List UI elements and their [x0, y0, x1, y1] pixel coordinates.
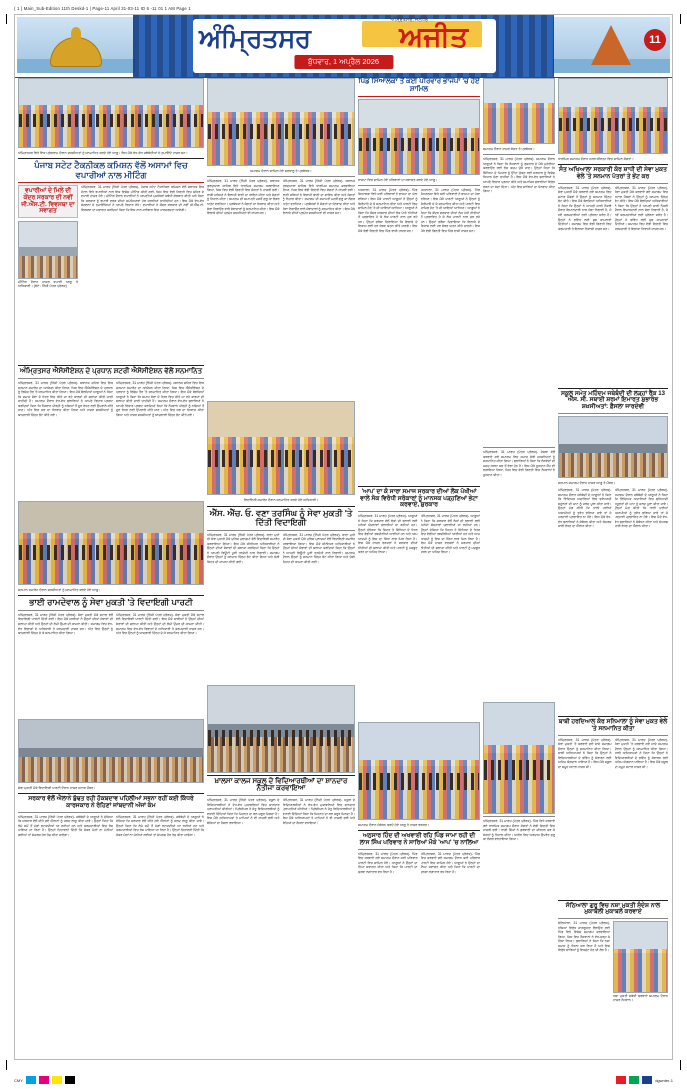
caption-left-3: ਸਨਮਾਨ ਸਮਾਰੋਹ ਦੌਰਾਨ ਸ਼ਖ਼ਸੀਅਤਾਂ ਨੂੰ ਸਨਮਾਨਿਤ ਕਰਦੇ ਹੋਏ ਆਗੂ। [18, 588, 101, 593]
photo-midright-1 [483, 78, 555, 144]
article-right-1: ਅੰਮ੍ਰਿਤਸਰ, 31 ਮਾਰਚ (ਪੱਤਰ ਪ੍ਰੇਰਕ)- ਸੇਵਾ ਮੁਕਤੀ ਮੌਕੇ ਕਰਵਾਏ ਗਏ ਸਮਾਗਮ ਵਿਚ ਸਟਾਫ਼ ਮੈਂਬਰਾਂ ਨੇ ਉਨ੍ਹਾਂ ਨੂੰ ਸਨਮਾਨ ਚਿੰਨ੍ਹ ਭੇਟ ਕੀਤੇ। ਇਸ ਮੌਕੇ ਬੋਲਦਿਆਂ ਅਧਿਕਾਰੀਆਂ ਨੇ ਕਿਹਾ ਕਿ ਉਨ੍ਹਾਂ ਨੇ ਆਪਣੀ ਸਾਰੀ ਨੌਕਰੀ ਦੌਰਾਨ ਇਮਾਨਦਾਰੀ ਨਾਲ ਸੇਵਾ ਨਿਭਾਈ ਹੈ, ਜੋ ਨਵੇਂ ਕਰਮਚਾਰੀਆਂ ਲਈ ਪ੍ਰੇਰਨਾ ਸਰੋਤ ਹੈ। ਉਨ੍ਹਾਂ ਨੇ ਭਵਿੱਖ ਲਈ ਸ਼ੁਭ ਕਾਮਨਾਵਾਂ ਦਿੱਤੀਆਂ। ਸਮਾਗਮ ਵਿਚ ਵੱਡੀ ਗਿਣਤੀ ਵਿਚ ਕਰਮਚਾਰੀ ਤੇ ਇਲਾਕਾ ਨਿਵਾਸੀ ਹਾਜ਼ਰ ਸਨ। [558, 185, 612, 231]
photo-left-1 [18, 78, 204, 148]
article-right-2-cont: ਅੰਮ੍ਰਿਤਸਰ, 31 ਮਾਰਚ (ਪੱਤਰ ਪ੍ਰੇਰਕ)- ਸਮਾਗਮ ਦੌਰਾਨ ਜਥੇਬੰਦੀ ਦੇ ਆਗੂਆਂ ਨੇ ਕਿਹਾ ਕਿ ਵਿੱਦਿਅਕ ਅਦਾਰਿਆਂ ਵਿਚ ਬੁਨਿਆਦੀ ਸਹੂਲਤਾਂ ਦੀ ਘਾਟ ਨੂੰ ਜਲਦ ਪੂਰਾ ਕੀਤਾ ਜਾਵੇ। ਉਨ੍ਹਾਂ ਮੰਗ ਕੀਤੀ ਕਿ ਖਾਲੀ ਪਈਆਂ ਅਸਾਮੀਆਂ ਨੂੰ ਤੁਰੰਤ ਭਰਿਆ ਜਾਵੇ ਤਾਂ ਜੋ ਪੜ੍ਹਾਈ ਪ੍ਰਭਾਵਿਤ ਨਾ ਹੋਵੇ। ਇਸ ਮੌਕੇ ਵੱਖ-ਵੱਖ ਬੁਲਾਰਿਆਂ ਨੇ ਸੰਬੋਧਨ ਕੀਤਾ ਅਤੇ ਸੰਘਰਸ਼ ਜਾਰੀ ਰੱਖਣ ਦਾ ਐਲਾਨ ਕੀਤਾ। [614, 488, 668, 529]
article-mid-1-cont: ਅਜਨਾਲਾ, 31 ਮਾਰਚ (ਪੱਤਰ ਪ੍ਰੇਰਕ)- ਪਿੰਡ ਸਿਆਲਕਾ ਵਿਖੇ ਕਈ ਪਰਿਵਾਰਾਂ ਨੇ ਭਾਜਪਾ ਦਾ ਪੱਲਾ ਫੜਿਆ। ਇਸ ਮੌਕੇ ਪਾਰਟੀ ਆਗੂਆਂ ਨੇ ਉਨ੍ਹਾਂ ਨੂੰ ਸਿਰੋਪਾਓ ਦੇ ਕੇ ਸਨਮਾਨਿਤ ਕੀਤਾ ਅਤੇ ਪਾਰਟੀ ਵਿਚ ਸ਼ਾਮਿਲ ਹੋਣ 'ਤੇ ਜੀ ਆਇਆਂ ਆਖਿਆ। ਆਗੂਆਂ ਨੇ ਕਿਹਾ ਕਿ ਕੇਂਦਰ ਸਰਕਾਰ ਦੀਆਂ ਲੋਕ ਪੱਖੀ ਨੀਤੀਆਂ ਤੋਂ ਪ੍ਰਭਾਵਿਤ ਹੋ ਕੇ ਲੋਕ ਪਾਰਟੀ ਨਾਲ ਜੁੜ ਰਹੇ ਹਨ। ਉਨ੍ਹਾਂ ਭਰੋਸਾ ਦਿਵਾਇਆ ਕਿ ਇਲਾਕੇ ਦੇ ਵਿਕਾਸ ਲਈ ਹਰ ਸੰਭਵ ਯਤਨ ਕੀਤੇ ਜਾਣਗੇ। ਇਸ ਮੌਕੇ ਵੱਡੀ ਗਿਣਤੀ ਵਿਚ ਪਿੰਡ ਵਾਸੀ ਹਾਜ਼ਰ ਸਨ। [420, 187, 480, 233]
caption-right-3: ਨਸ਼ਾ ਮੁਕਤੀ ਸਬੰਧੀ ਕਰਵਾਏ ਸਮਾਗਮ ਦੌਰਾਨ ਹਾਜ਼ਰ ਨੌਜਵਾਨ। [613, 993, 668, 1003]
article-midright-top: ਅੰਮ੍ਰਿਤਸਰ, 31 ਮਾਰਚ (ਪੱਤਰ ਪ੍ਰੇਰਕ)- ਸਮਾਗਮ ਦੌਰਾਨ ਆਗੂਆਂ ਨੇ ਕਿਹਾ ਕਿ ਨੌਜਵਾਨਾਂ ਨੂੰ ਰੁਜ਼ਗਾਰ ਦੇ ਮੌਕੇ ਮੁਹੱਈਆ ਕਰਵਾਉਣ ਲਈ ਠੋਸ ਕਦਮ ਚੁੱਕੇ ਜਾਣ। ਉਨ੍ਹਾਂ ਕਿਹਾ ਕਿ ਸਿੱਖਿਆ ਦੇ ਮਿਆਰ ਨੂੰ ਉੱਚਾ ਚੁੱਕਣ ਲਈ ਸਰਕਾਰ ਨੂੰ ਵਿਸ਼ੇਸ਼ ਧਿਆਨ ਦੇਣਾ ਚਾਹੀਦਾ ਹੈ। ਇਸ ਮੌਕੇ ਵੱਖ-ਵੱਖ ਬੁਲਾਰਿਆਂ ਨੇ ਆਪਣੇ ਵਿਚਾਰ ਪ੍ਰਗਟ ਕੀਤੇ ਅਤੇ ਸਮਾਜਿਕ ਬੁਰਾਈਆਂ ਵਿਰੁੱਧ ਲੜਨ ਦਾ ਸੱਦਾ ਦਿੱਤਾ। ਅੰਤ ਵਿਚ ਸਾਰਿਆਂ ਦਾ ਧੰਨਵਾਦ ਕੀਤਾ ਗਿਆ। [483, 157, 555, 194]
column-mid [358, 78, 480, 972]
divider [483, 154, 555, 155]
divider [558, 388, 668, 389]
caption-midleft-1: ਸਮਾਗਮ ਦੌਰਾਨ ਸ਼ਾਮਿਲ ਹੋਏ ਸ਼ਰਧਾਲੂ ਤੇ ਪ੍ਰਬੰਧਕ। [250, 169, 312, 173]
swatch-cyan [26, 1076, 36, 1084]
divider [18, 182, 204, 183]
article-left-3-body: ਅੰਮ੍ਰਿਤਸਰ, 31 ਮਾਰਚ (ਨਿੱਜੀ ਪੱਤਰ ਪ੍ਰੇਰਕ)- ਸੇਵਾ ਮੁਕਤੀ ਮੌਕੇ ਸਟਾਫ਼ ਵੱਲੋਂ ਵਿਦਾਇਗੀ ਪਾਰਟੀ ਦਿੱਤੀ ਗਈ। ਇਸ ਮੌਕੇ ਸਾਥੀਆਂ ਨੇ ਉਨ੍ਹਾਂ ਦੀਆਂ ਸੇਵਾਵਾਂ ਦੀ ਸ਼ਲਾਘਾ ਕੀਤੀ ਅਤੇ ਉਨ੍ਹਾਂ ਦੀ ਲੰਮੀ ਉਮਰ ਦੀ ਕਾਮਨਾ ਕੀਤੀ। ਸਮਾਗਮ ਵਿਚ ਵੱਖ-ਵੱਖ ਵਿਭਾਗਾਂ ਦੇ ਅਧਿਕਾਰੀ ਤੇ ਕਰਮਚਾਰੀ ਹਾਜ਼ਰ ਸਨ। ਅੰਤ ਵਿਚ ਉਨ੍ਹਾਂ ਨੂੰ ਯਾਦਗਾਰੀ ਚਿੰਨ੍ਹ ਦੇ ਕੇ ਸਨਮਾਨਿਤ ਕੀਤਾ ਗਿਆ। [18, 612, 113, 636]
caption-midleft-2: ਵਿਦਾਇਗੀ ਸਮਾਰੋਹ ਦੌਰਾਨ ਸਨਮਾਨਿਤ ਕਰਦੇ ਹੋਏ ਅਧਿਕਾਰੀ। [243, 498, 319, 503]
print-header-line: ( 1 ) Main_Sub-Edition 11th Deskd-1 | Page-11 April 31-03-11 ID 6 -11 01 1 AM Page 1 [14, 6, 191, 11]
divider [207, 775, 355, 776]
divider [358, 486, 480, 487]
headline-right-3: ਬਾਬੀ ਹਰਦਿਆਲ ਕੋਰ ਸਨਿਮਾਲਾ ਨੂੰ ਸੇਵਾ ਮੁਕਤ ਵੇਲੇ 'ਤੇ ਸਨਮਾਨਿਤ ਕੀਤਾ [558, 719, 668, 732]
photo-left-3 [18, 501, 204, 585]
article-right-2: ਅੰਮ੍ਰਿਤਸਰ, 31 ਮਾਰਚ (ਪੱਤਰ ਪ੍ਰੇਰਕ)- ਸਮਾਗਮ ਦੌਰਾਨ ਜਥੇਬੰਦੀ ਦੇ ਆਗੂਆਂ ਨੇ ਕਿਹਾ ਕਿ ਵਿੱਦਿਅਕ ਅਦਾਰਿਆਂ ਵਿਚ ਬੁਨਿਆਦੀ ਸਹੂਲਤਾਂ ਦੀ ਘਾਟ ਨੂੰ ਜਲਦ ਪੂਰਾ ਕੀਤਾ ਜਾਵੇ। ਉਨ੍ਹਾਂ ਮੰਗ ਕੀਤੀ ਕਿ ਖਾਲੀ ਪਈਆਂ ਅਸਾਮੀਆਂ ਨੂੰ ਤੁਰੰਤ ਭਰਿਆ ਜਾਵੇ ਤਾਂ ਜੋ ਪੜ੍ਹਾਈ ਪ੍ਰਭਾਵਿਤ ਨਾ ਹੋਵੇ। ਇਸ ਮੌਕੇ ਵੱਖ-ਵੱਖ ਬੁਲਾਰਿਆਂ ਨੇ ਸੰਬੋਧਨ ਕੀਤਾ ਅਤੇ ਸੰਘਰਸ਼ ਜਾਰੀ ਰੱਖਣ ਦਾ ਐਲਾਨ ਕੀਤਾ। [558, 488, 612, 529]
color-bar-left-label: CMY [14, 1077, 23, 1083]
article-midright-low: ਅੰਮ੍ਰਿਤਸਰ, 31 ਮਾਰਚ (ਪੱਤਰ ਪ੍ਰੇਰਕ)- ਪਿੰਡ ਵਿਖੇ ਕਰਵਾਏ ਗਏ ਧਾਰਮਿਕ ਸਮਾਗਮ ਦੌਰਾਨ ਸੰਗਤਾਂ ਨੇ ਵੱਡੀ ਗਿਣਤੀ ਵਿਚ ਹਾਜ਼ਰੀ ਭਰੀ। ਰਾਗੀ ਸਿੰਘਾਂ ਨੇ ਗੁਰਬਾਣੀ ਦਾ ਕੀਰਤਨ ਕਰ ਕੇ ਸੰਗਤਾਂ ਨੂੰ ਨਿਹਾਲ ਕੀਤਾ। ਅਖੀਰ ਵਿਚ ਅਰਦਾਸ ਉਪਰੰਤ ਗੁਰੂ ਕਾ ਲੰਗਰ ਵਰਤਾਇਆ ਗਿਆ। [483, 819, 555, 842]
photo-midright-2 [483, 702, 555, 814]
headline-right-2: ਸਕੂਲ ਸਮੇਤ ਮਹਿੰਦਮ ਜਥੇਬੰਦੀ ਦੀ ਲੜ੍ਹਾਂ ਰੈਂਕ 13 ਐੱਸ. ਸੀ. ਸਥਾਈ ਸ਼ਰਮਾਂ ਇਮਾਰਤ ਸ਼ੁਭਾਰੰਭ ਸ਼ਖ਼ਸੀਅਤਾਂ: ਫ਼ੈਸਲਾ ਜਾਰਦੇਵੀ [561, 390, 665, 411]
caption-right-1: ਧਾਰਮਿਕ ਸਮਾਗਮ ਦੌਰਾਨ ਨਗਰ ਕੀਰਤਨ ਵਿਚ ਸ਼ਾਮਿਲ ਸੰਗਤਾਂ। [558, 157, 634, 161]
swatch-red [616, 1076, 626, 1084]
divider [558, 413, 668, 414]
photo-midleft-3 [207, 685, 355, 773]
article-right-3-cont: ਅੰਮ੍ਰਿਤਸਰ, 31 ਮਾਰਚ (ਪੱਤਰ ਪ੍ਰੇਰਕ)- ਸੇਵਾ ਮੁਕਤੀ 'ਤੇ ਕਰਵਾਏ ਗਏ ਸਾਦੇ ਸਮਾਗਮ ਦੌਰਾਨ ਉਨ੍ਹਾਂ ਨੂੰ ਸਨਮਾਨਿਤ ਕੀਤਾ ਗਿਆ। ਸਾਥੀ ਅਧਿਆਪਕਾਂ ਨੇ ਕਿਹਾ ਕਿ ਉਨ੍ਹਾਂ ਨੇ ਵਿਦਿਆਰਥੀਆਂ ਦੇ ਭਵਿੱਖ ਨੂੰ ਸੰਵਾਰਨ ਲਈ ਅਹਿਮ ਯੋਗਦਾਨ ਪਾਇਆ ਹੈ। ਇਸ ਮੌਕੇ ਸਕੂਲ ਦਾ ਸਮੂਹ ਸਟਾਫ਼ ਹਾਜ਼ਰ ਸੀ। [614, 737, 668, 769]
color-bar-right-label: dgwnter-1 [655, 1077, 673, 1083]
article-midleft-a-cont: ਅੰਮ੍ਰਿਤਸਰ, 31 ਮਾਰਚ (ਨਿੱਜੀ ਪੱਤਰ ਪ੍ਰੇਰਕ)- ਸਥਾਨਕ ਗੁਰਦੁਆਰਾ ਸਾਹਿਬ ਵਿਖੇ ਧਾਰਮਿਕ ਸਮਾਗਮ ਕਰਵਾਇਆ ਗਿਆ, ਜਿਸ ਵਿਚ ਵੱਡੀ ਗਿਣਤੀ ਵਿਚ ਸੰਗਤਾਂ ਨੇ ਹਾਜ਼ਰੀ ਭਰੀ। ਰਾਗੀ ਜਥਿਆਂ ਨੇ ਇਲਾਹੀ ਬਾਣੀ ਦਾ ਗਾਇਨ ਕੀਤਾ ਅਤੇ ਸੰਗਤਾਂ ਨੂੰ ਨਿਹਾਲ ਕੀਤਾ। ਸਮਾਗਮ ਦੀ ਸਮਾਪਤੀ ਮਗਰੋਂ ਗੁਰੂ ਕਾ ਲੰਗਰ ਅਤੁੱਟ ਵਰਤਿਆ। ਪ੍ਰਬੰਧਕਾਂ ਨੇ ਸੰਗਤਾਂ ਦਾ ਧੰਨਵਾਦ ਕੀਤਾ ਅਤੇ ਸੇਵਾ ਨਿਭਾਉਣ ਵਾਲੇ ਸੇਵਾਦਾਰਾਂ ਨੂੰ ਸਨਮਾਨਿਤ ਕੀਤਾ। ਇਸ ਮੌਕੇ ਇਲਾਕੇ ਦੀਆਂ ਪ੍ਰਮੁੱਖ ਸ਼ਖ਼ਸੀਅਤਾਂ ਵੀ ਹਾਜ਼ਰ ਸਨ। [282, 179, 355, 216]
divider [358, 96, 480, 97]
article-left-2-body-cont: ਅੰਮ੍ਰਿਤਸਰ, 31 ਮਾਰਚ (ਨਿੱਜੀ ਪੱਤਰ ਪ੍ਰੇਰਕ)- ਸਥਾਨਕ ਸ਼ਹਿਰ ਵਿਚ ਇਕ ਸਨਮਾਨ ਸਮਾਰੋਹ ਦਾ ਆਯੋਜਨ ਕੀਤਾ ਗਿਆ, ਜਿਸ ਵਿਚ ਐਸੋਸੀਏਸ਼ਨ ਦੇ ਪ੍ਰਧਾਨ ਨੂੰ ਵਿਸ਼ੇਸ਼ ਤੌਰ 'ਤੇ ਸਨਮਾਨਿਤ ਕੀਤਾ ਗਿਆ। ਇਸ ਮੌਕੇ ਬੋਲਦਿਆਂ ਆਗੂਆਂ ਨੇ ਕਿਹਾ ਕਿ ਸਮਾਜ ਸੇਵਾ ਦੇ ਖੇਤਰ ਵਿਚ ਕੀਤੇ ਜਾ ਰਹੇ ਕਾਰਜਾਂ ਦੀ ਸ਼ਲਾਘਾ ਕੀਤੀ ਜਾਣੀ ਚਾਹੀਦੀ ਹੈ। ਸਮਾਗਮ ਦੌਰਾਨ ਵੱਖ-ਵੱਖ ਬੁਲਾਰਿਆਂ ਨੇ ਆਪਣੇ ਵਿਚਾਰ ਪ੍ਰਗਟ ਕਰਦਿਆਂ ਕਿਹਾ ਕਿ ਨੌਜਵਾਨ ਪੀੜ੍ਹੀ ਨੂੰ ਨਸ਼ਿਆਂ ਤੋਂ ਦੂਰ ਰੱਖਣ ਲਈ ਉਪਰਾਲੇ ਕੀਤੇ ਜਾਣ। ਅੰਤ ਵਿਚ ਸਭ ਦਾ ਧੰਨਵਾਦ ਕੀਤਾ ਗਿਆ ਅਤੇ ਹਾਜ਼ਰ ਸ਼ਖ਼ਸੀਅਤਾਂ ਨੂੰ ਯਾਦਗਾਰੀ ਚਿੰਨ੍ਹ ਭੇਟ ਕੀਤੇ ਗਏ। [116, 381, 204, 417]
photo-midleft-1 [207, 78, 355, 166]
caption-left-4: ਸੇਵਾ ਮੁਕਤੀ ਮੌਕੇ ਵਿਦਾਇਗੀ ਪਾਰਟੀ ਦੌਰਾਨ ਹਾਜ਼ਰ ਸਟਾਫ਼ ਮੈਂਬਰ। [18, 785, 96, 790]
headline-midleft-a: ਐੱਸ. ਐੱਚ. ਓ. ਵਣਾ ਤਰਸਿੰਘ ਨੂੰ ਸੇਵਾ ਮੁਕਤੀ 'ਤੇ ਦਿੱਤੀ ਵਿਦਾਇਗੀ [209, 507, 353, 528]
article-left-1-body: ਅੰਮ੍ਰਿਤਸਰ, 31 ਮਾਰਚ (ਨਿੱਜੀ ਪੱਤਰ ਪ੍ਰੇਰਕ)- ਪੰਜਾਬ ਸਟੇਟ ਟੈਕਨੀਕਲ ਕਮਿਸ਼ਨ ਵੱਲੋਂ ਸਥਾਨਕ ਇਕ ਹੋਟਲ ਵਿਖੇ ਵਪਾਰੀਆਂ ਨਾਲ ਇਕ ਵਿਸ਼ੇਸ਼ ਮੀਟਿੰਗ ਕੀਤੀ ਗਈ, ਜਿਸ ਵਿਚ ਵੱਡੀ ਗਿਣਤੀ ਵਿਚ ਸ਼ਹਿਰ ਦੇ ਵਪਾਰੀ ਹਾਜ਼ਰ ਹੋਏ। ਮੀਟਿੰਗ ਦੌਰਾਨ ਵਪਾਰੀਆਂ ਨੇ ਆਪਣੀਆਂ ਮੁਸ਼ਕਿਲਾਂ ਸਬੰਧੀ ਗੱਲਬਾਤ ਕੀਤੀ ਅਤੇ ਕਿਹਾ ਕਿ ਸਰਕਾਰ ਨੂੰ ਵਪਾਰੀ ਵਰਗ ਦੀਆਂ ਸਮੱਸਿਆਵਾਂ ਹੱਲ ਕਰਨੀਆਂ ਚਾਹੀਦੀਆਂ ਹਨ। ਇਸ ਮੌਕੇ ਵੱਖ-ਵੱਖ ਸੰਗਠਨਾਂ ਦੇ ਨੁਮਾਇੰਦਿਆਂ ਨੇ ਆਪਣੇ ਵਿਚਾਰ ਰੱਖੇ। ਵਪਾਰੀਆਂ ਨੇ ਕੇਂਦਰ ਸਰਕਾਰ ਦੀ ਨਵੀਂ ਜੀ.ਐੱਸ.ਟੀ. ਵਿਵਸਥਾ ਦਾ ਸਵਾਗਤ ਕਰਦਿਆਂ ਕਿਹਾ ਕਿ ਇਸ ਨਾਲ ਕਾਰੋਬਾਰ ਵਿਚ ਪਾਰਦਰਸ਼ਤਾ ਆਵੇਗੀ। [81, 185, 204, 213]
headline-left-2: ਅੰਮ੍ਰਿਤਸਰ ਐਸੋਸੀਏਸ਼ਨ ਦੇ ਪ੍ਰਧਾਨ ਸ਼ਟਰੀ ਐਸੋਸੀਏਸ਼ਨ ਵੱਲੋਂ ਸਨਮਾਨਿਤ [19, 368, 203, 376]
divider [207, 506, 355, 507]
article-mid-2: ਅੰਮ੍ਰਿਤਸਰ, 31 ਮਾਰਚ (ਪੱਤਰ ਪ੍ਰੇਰਕ)- ਆਗੂਆਂ ਨੇ ਕਿਹਾ ਕਿ ਸਰਕਾਰ ਵੱਲੋਂ ਲੋਕਾਂ ਦੀ ਭਲਾਈ ਲਈ ਅਨੇਕਾਂ ਯੋਜਨਾਵਾਂ ਚਲਾਈਆਂ ਜਾ ਰਹੀਆਂ ਹਨ। ਉਨ੍ਹਾਂ ਦੱਸਿਆ ਕਿ ਸਿਹਤ ਤੇ ਸਿੱਖਿਆ ਦੇ ਖੇਤਰ ਵਿਚ ਵੱਡੀਆਂ ਤਬਦੀਲੀਆਂ ਆਈਆਂ ਹਨ ਅਤੇ ਆਮ ਆਦਮੀ ਨੂੰ ਇਸ ਦਾ ਸਿੱਧਾ ਲਾਭ ਮਿਲ ਰਿਹਾ ਹੈ। ਇਸ ਮੌਕੇ ਹਾਜ਼ਰ ਵਰਕਰਾਂ ਨੇ ਸਰਕਾਰ ਦੀਆਂ ਨੀਤੀਆਂ ਦੀ ਸ਼ਲਾਘਾ ਕੀਤੀ ਅਤੇ ਪਾਰਟੀ ਨੂੰ ਮਜ਼ਬੂਤ ਕਰਨ ਦਾ ਅਹਿਦ ਲਿਆ। [358, 514, 418, 555]
swatch-magenta [39, 1076, 49, 1084]
divider [207, 795, 355, 796]
masthead-edition-line: ਅੰਮ੍ਰਿਤਸਰ, ਜਲੰਧਰ [390, 17, 428, 23]
article-right-3: ਅੰਮ੍ਰਿਤਸਰ, 31 ਮਾਰਚ (ਪੱਤਰ ਪ੍ਰੇਰਕ)- ਸੇਵਾ ਮੁਕਤੀ 'ਤੇ ਕਰਵਾਏ ਗਏ ਸਾਦੇ ਸਮਾਗਮ ਦੌਰਾਨ ਉਨ੍ਹਾਂ ਨੂੰ ਸਨਮਾਨਿਤ ਕੀਤਾ ਗਿਆ। ਸਾਥੀ ਅਧਿਆਪਕਾਂ ਨੇ ਕਿਹਾ ਕਿ ਉਨ੍ਹਾਂ ਨੇ ਵਿਦਿਆਰਥੀਆਂ ਦੇ ਭਵਿੱਖ ਨੂੰ ਸੰਵਾਰਨ ਲਈ ਅਹਿਮ ਯੋਗਦਾਨ ਪਾਇਆ ਹੈ। ਇਸ ਮੌਕੇ ਸਕੂਲ ਦਾ ਸਮੂਹ ਸਟਾਫ਼ ਹਾਜ਼ਰ ਸੀ। [558, 737, 612, 769]
headline-mid-top: ਪਿੰਡ ਸਿਆਲਕਾ ਤੋਂ ਕਈ ਪਰਿਵਾਰ ਭਾਜਪਾ 'ਚ ਹੋਏ ਸ਼ਾਮਿਲ [358, 78, 480, 93]
article-midleft-a: ਅੰਮ੍ਰਿਤਸਰ, 31 ਮਾਰਚ (ਨਿੱਜੀ ਪੱਤਰ ਪ੍ਰੇਰਕ)- ਸਥਾਨਕ ਗੁਰਦੁਆਰਾ ਸਾਹਿਬ ਵਿਖੇ ਧਾਰਮਿਕ ਸਮਾਗਮ ਕਰਵਾਇਆ ਗਿਆ, ਜਿਸ ਵਿਚ ਵੱਡੀ ਗਿਣਤੀ ਵਿਚ ਸੰਗਤਾਂ ਨੇ ਹਾਜ਼ਰੀ ਭਰੀ। ਰਾਗੀ ਜਥਿਆਂ ਨੇ ਇਲਾਹੀ ਬਾਣੀ ਦਾ ਗਾਇਨ ਕੀਤਾ ਅਤੇ ਸੰਗਤਾਂ ਨੂੰ ਨਿਹਾਲ ਕੀਤਾ। ਸਮਾਗਮ ਦੀ ਸਮਾਪਤੀ ਮਗਰੋਂ ਗੁਰੂ ਕਾ ਲੰਗਰ ਅਤੁੱਟ ਵਰਤਿਆ। ਪ੍ਰਬੰਧਕਾਂ ਨੇ ਸੰਗਤਾਂ ਦਾ ਧੰਨਵਾਦ ਕੀਤਾ ਅਤੇ ਸੇਵਾ ਨਿਭਾਉਣ ਵਾਲੇ ਸੇਵਾਦਾਰਾਂ ਨੂੰ ਸਨਮਾਨਿਤ ਕੀਤਾ। ਇਸ ਮੌਕੇ ਇਲਾਕੇ ਦੀਆਂ ਪ੍ਰਮੁੱਖ ਸ਼ਖ਼ਸੀਅਤਾਂ ਵੀ ਹਾਜ਼ਰ ਸਨ। [207, 179, 280, 216]
page-sheet [14, 14, 673, 1060]
masthead-brand: ਅਜੀਤ [399, 21, 468, 52]
swatch-green [629, 1076, 639, 1084]
subheadline-left: ਵਪਾਰੀਆਂ ਦੇ ਮਿਲੇ ਦੀ ਕੇਂਦਰ ਸਰਕਾਰ ਦੀ ਨਵੀਂ ਜੀ.ਐੱਸ.ਟੀ. ਵਿਵਸਥਾ ਦਾ ਸਵਾਗਤ [21, 188, 75, 215]
article-left-3-body-cont: ਅੰਮ੍ਰਿਤਸਰ, 31 ਮਾਰਚ (ਨਿੱਜੀ ਪੱਤਰ ਪ੍ਰੇਰਕ)- ਸੇਵਾ ਮੁਕਤੀ ਮੌਕੇ ਸਟਾਫ਼ ਵੱਲੋਂ ਵਿਦਾਇਗੀ ਪਾਰਟੀ ਦਿੱਤੀ ਗਈ। ਇਸ ਮੌਕੇ ਸਾਥੀਆਂ ਨੇ ਉਨ੍ਹਾਂ ਦੀਆਂ ਸੇਵਾਵਾਂ ਦੀ ਸ਼ਲਾਘਾ ਕੀਤੀ ਅਤੇ ਉਨ੍ਹਾਂ ਦੀ ਲੰਮੀ ਉਮਰ ਦੀ ਕਾਮਨਾ ਕੀਤੀ। ਸਮਾਗਮ ਵਿਚ ਵੱਖ-ਵੱਖ ਵਿਭਾਗਾਂ ਦੇ ਅਧਿਕਾਰੀ ਤੇ ਕਰਮਚਾਰੀ ਹਾਜ਼ਰ ਸਨ। ਅੰਤ ਵਿਚ ਉਨ੍ਹਾਂ ਨੂੰ ਯਾਦਗਾਰੀ ਚਿੰਨ੍ਹ ਦੇ ਕੇ ਸਨਮਾਨਿਤ ਕੀਤਾ ਗਿਆ। [116, 612, 204, 636]
masthead-title: ਅੰਮ੍ਰਿਤਸਰ [199, 23, 311, 53]
divider [207, 530, 355, 531]
swatch-yellow [52, 1076, 62, 1084]
column-mid-right [483, 78, 555, 1027]
divider [18, 812, 204, 813]
article-mid-2-cont: ਅੰਮ੍ਰਿਤਸਰ, 31 ਮਾਰਚ (ਪੱਤਰ ਪ੍ਰੇਰਕ)- ਆਗੂਆਂ ਨੇ ਕਿਹਾ ਕਿ ਸਰਕਾਰ ਵੱਲੋਂ ਲੋਕਾਂ ਦੀ ਭਲਾਈ ਲਈ ਅਨੇਕਾਂ ਯੋਜਨਾਵਾਂ ਚਲਾਈਆਂ ਜਾ ਰਹੀਆਂ ਹਨ। ਉਨ੍ਹਾਂ ਦੱਸਿਆ ਕਿ ਸਿਹਤ ਤੇ ਸਿੱਖਿਆ ਦੇ ਖੇਤਰ ਵਿਚ ਵੱਡੀਆਂ ਤਬਦੀਲੀਆਂ ਆਈਆਂ ਹਨ ਅਤੇ ਆਮ ਆਦਮੀ ਨੂੰ ਇਸ ਦਾ ਸਿੱਧਾ ਲਾਭ ਮਿਲ ਰਿਹਾ ਹੈ। ਇਸ ਮੌਕੇ ਹਾਜ਼ਰ ਵਰਕਰਾਂ ਨੇ ਸਰਕਾਰ ਦੀਆਂ ਨੀਤੀਆਂ ਦੀ ਸ਼ਲਾਘਾ ਕੀਤੀ ਅਤੇ ਪਾਰਟੀ ਨੂੰ ਮਜ਼ਬੂਤ ਕਰਨ ਦਾ ਅਹਿਦ ਲਿਆ। [420, 514, 480, 555]
article-mid-3: ਅੰਮ੍ਰਿਤਸਰ, 31 ਮਾਰਚ (ਪੱਤਰ ਪ੍ਰੇਰਕ)- ਪਿੰਡ ਵਿਚ ਕਰਵਾਏ ਗਏ ਸਮਾਗਮ ਦੌਰਾਨ ਕਈ ਪਰਿਵਾਰ ਪਾਰਟੀ ਵਿਚ ਸ਼ਾਮਿਲ ਹੋਏ। ਆਗੂਆਂ ਨੇ ਉਨ੍ਹਾਂ ਦਾ ਨਿੱਘਾ ਸਵਾਗਤ ਕੀਤਾ ਅਤੇ ਕਿਹਾ ਕਿ ਪਾਰਟੀ ਦਾ ਕੁਨਬਾ ਲਗਾਤਾਰ ਵਧ ਰਿਹਾ ਹੈ। [358, 851, 418, 874]
article-left-4-body: ਅੰਮ੍ਰਿਤਸਰ, 31 ਮਾਰਚ (ਨਿੱਜੀ ਪੱਤਰ ਪ੍ਰੇਰਕ)- ਜਥੇਬੰਦੀ ਦੇ ਆਗੂਆਂ ਨੇ ਦੱਸਿਆ ਕਿ ਸਰਕਾਰ ਵੱਲੋਂ ਕੀਤੇ ਗਏ ਐਲਾਨਾਂ ਨੂੰ ਜਲਦ ਲਾਗੂ ਕੀਤਾ ਜਾਵੇ। ਉਨ੍ਹਾਂ ਕਿਹਾ ਕਿ ਲੰਮੇ ਸਮੇਂ ਤੋਂ ਮੰਗਾਂ ਲਟਕਦੀਆਂ ਆ ਰਹੀਆਂ ਹਨ ਅਤੇ ਕਰਮਚਾਰੀਆਂ ਵਿਚ ਰੋਸ ਪਾਇਆ ਜਾ ਰਿਹਾ ਹੈ। ਉਨ੍ਹਾਂ ਚਿਤਾਵਨੀ ਦਿੱਤੀ ਕਿ ਜੇਕਰ ਮੰਗਾਂ ਨਾ ਮੰਨੀਆਂ ਗਈਆਂ ਤਾਂ ਸੰਘਰਸ਼ ਹੋਰ ਤੇਜ਼ ਕੀਤਾ ਜਾਵੇਗਾ। [18, 814, 113, 837]
photo-right-3 [613, 921, 668, 993]
caption-right-2: ਸਨਮਾਨ ਸਮਾਗਮ ਦੌਰਾਨ ਹਾਜ਼ਰ ਆਗੂ ਤੇ ਮੈਂਬਰ। [558, 480, 616, 485]
divider [558, 164, 668, 165]
article-right-4: ਸੱਠਿਆਲਾ, 31 ਮਾਰਚ (ਪੱਤਰ ਪ੍ਰੇਰਕ)- ਨਸ਼ਿਆਂ ਵਿਰੁੱਧ ਜਾਗਰੂਕਤਾ ਫੈਲਾਉਣ ਲਈ ਪਿੰਡ ਵਿਖੇ ਵਿਸ਼ੇਸ਼ ਸਮਾਗਮ ਕਰਵਾਇਆ ਗਿਆ, ਜਿਸ ਵਿਚ ਨੌਜਵਾਨਾਂ ਨੇ ਵੱਧ-ਚੜ੍ਹ ਕੇ ਹਿੱਸਾ ਲਿਆ। ਬੁਲਾਰਿਆਂ ਨੇ ਕਿਹਾ ਕਿ ਨਸ਼ਾ ਸਮਾਜ ਨੂੰ ਖੋਖਲਾ ਕਰ ਰਿਹਾ ਹੈ ਅਤੇ ਇਸ ਵਿਰੁੱਧ ਸਾਰਿਆਂ ਨੂੰ ਇਕਜੁੱਟ ਹੋਣ ਦੀ ਲੋੜ ਹੈ। [558, 920, 610, 953]
masthead-date: ਬੁੱਧਵਾਰ, 1 ਅਪ੍ਰੈਲ 2026 [294, 55, 393, 69]
article-midright-mid: ਅੰਮ੍ਰਿਤਸਰ, 31 ਮਾਰਚ (ਪੱਤਰ ਪ੍ਰੇਰਕ)- ਸੰਸਥਾ ਵੱਲੋਂ ਕਰਵਾਏ ਗਏ ਸਮਾਗਮ ਵਿਚ ਸਮਾਜ ਸੇਵੀ ਸ਼ਖ਼ਸੀਅਤਾਂ ਨੂੰ ਸਨਮਾਨਿਤ ਕੀਤਾ ਗਿਆ। ਬੁਲਾਰਿਆਂ ਨੇ ਕਿਹਾ ਕਿ ਲੋੜਵੰਦਾਂ ਦੀ ਮਦਦ ਕਰਨਾ ਸਭ ਤੋਂ ਵੱਡਾ ਪੁੰਨ ਹੈ। ਇਸ ਮੌਕੇ ਖ਼ੂਨਦਾਨ ਕੈਂਪ ਵੀ ਲਗਾਇਆ ਗਿਆ, ਜਿਸ ਵਿਚ ਵੱਡੀ ਗਿਣਤੀ ਵਿਚ ਨੌਜਵਾਨਾਂ ਨੇ ਖ਼ੂਨਦਾਨ ਕੀਤਾ। [483, 450, 555, 477]
divider [207, 176, 355, 177]
masthead [15, 15, 672, 78]
divider [483, 816, 555, 817]
caption-midright-1: ਸਮਾਗਮ ਦੌਰਾਨ ਹਾਜ਼ਰ ਸੰਗਤ ਤੇ ਪ੍ਰਬੰਧਕ। [483, 147, 535, 151]
article-midleft-c-cont: ਅੰਮ੍ਰਿਤਸਰ, 31 ਮਾਰਚ (ਨਿੱਜੀ ਪੱਤਰ ਪ੍ਰੇਰਕ)- ਸਕੂਲ ਦੇ ਵਿਦਿਆਰਥੀਆਂ ਨੇ ਵੱਖ-ਵੱਖ ਮੁਕਾਬਲਿਆਂ ਵਿਚ ਸ਼ਾਨਦਾਰ ਪ੍ਰਾਪਤੀਆਂ ਕੀਤੀਆਂ। ਪ੍ਰਿੰਸੀਪਲ ਨੇ ਜੇਤੂ ਵਿਦਿਆਰਥੀਆਂ ਨੂੰ ਵਧਾਈ ਦਿੰਦਿਆਂ ਕਿਹਾ ਕਿ ਮਿਹਨਤ ਦਾ ਫਲ ਜ਼ਰੂਰ ਮਿਲਦਾ ਹੈ। ਇਸ ਮੌਕੇ ਅਧਿਆਪਕਾਂ ਤੇ ਮਾਪਿਆਂ ਨੇ ਵੀ ਹਾਜ਼ਰੀ ਭਰੀ ਅਤੇ ਬੱਚਿਆਂ ਦਾ ਹੌਸਲਾ ਵਧਾਇਆ। [282, 798, 355, 825]
caption-left-2: ਮੀਟਿੰਗ ਦੌਰਾਨ ਹਾਜ਼ਰ ਵਪਾਰੀ ਆਗੂ ਤੇ ਅਧਿਕਾਰੀ। (ਫੋਟੋ : ਨਿੱਜੀ ਪੱਤਰ ਪ੍ਰੇਰਕ) [18, 280, 78, 289]
caption-mid-1: ਭਾਜਪਾ ਵਿਚ ਸ਼ਾਮਿਲ ਹੋਏ ਪਰਿਵਾਰਾਂ ਦਾ ਸਵਾਗਤ ਕਰਦੇ ਹੋਏ ਆਗੂ। [358, 177, 438, 182]
column-right [558, 78, 668, 1009]
photo-midleft-2 [207, 401, 355, 495]
divider [558, 900, 668, 901]
divider [358, 511, 480, 512]
divider [18, 378, 204, 379]
article-mid-1: ਅਜਨਾਲਾ, 31 ਮਾਰਚ (ਪੱਤਰ ਪ੍ਰੇਰਕ)- ਪਿੰਡ ਸਿਆਲਕਾ ਵਿਖੇ ਕਈ ਪਰਿਵਾਰਾਂ ਨੇ ਭਾਜਪਾ ਦਾ ਪੱਲਾ ਫੜਿਆ। ਇਸ ਮੌਕੇ ਪਾਰਟੀ ਆਗੂਆਂ ਨੇ ਉਨ੍ਹਾਂ ਨੂੰ ਸਿਰੋਪਾਓ ਦੇ ਕੇ ਸਨਮਾਨਿਤ ਕੀਤਾ ਅਤੇ ਪਾਰਟੀ ਵਿਚ ਸ਼ਾਮਿਲ ਹੋਣ 'ਤੇ ਜੀ ਆਇਆਂ ਆਖਿਆ। ਆਗੂਆਂ ਨੇ ਕਿਹਾ ਕਿ ਕੇਂਦਰ ਸਰਕਾਰ ਦੀਆਂ ਲੋਕ ਪੱਖੀ ਨੀਤੀਆਂ ਤੋਂ ਪ੍ਰਭਾਵਿਤ ਹੋ ਕੇ ਲੋਕ ਪਾਰਟੀ ਨਾਲ ਜੁੜ ਰਹੇ ਹਨ। ਉਨ੍ਹਾਂ ਭਰੋਸਾ ਦਿਵਾਇਆ ਕਿ ਇਲਾਕੇ ਦੇ ਵਿਕਾਸ ਲਈ ਹਰ ਸੰਭਵ ਯਤਨ ਕੀਤੇ ਜਾਣਗੇ। ਇਸ ਮੌਕੇ ਵੱਡੀ ਗਿਣਤੀ ਵਿਚ ਪਿੰਡ ਵਾਸੀ ਹਾਜ਼ਰ ਸਨ। [358, 187, 418, 233]
divider [358, 830, 480, 831]
page-number-badge: 11 [644, 29, 666, 51]
article-midleft-b: ਅੰਮ੍ਰਿਤਸਰ, 31 ਮਾਰਚ (ਨਿੱਜੀ ਪੱਤਰ ਪ੍ਰੇਰਕ)- ਥਾਣਾ ਮੁਖੀ ਦੀ ਸੇਵਾ ਮੁਕਤੀ ਮੌਕੇ ਪੁਲਿਸ ਮੁਲਾਜ਼ਮਾਂ ਵੱਲੋਂ ਵਿਦਾਇਗੀ ਸਮਾਰੋਹ ਕਰਵਾਇਆ ਗਿਆ। ਇਸ ਮੌਕੇ ਸੀਨੀਅਰ ਅਧਿਕਾਰੀਆਂ ਨੇ ਉਨ੍ਹਾਂ ਦੀਆਂ ਸੇਵਾਵਾਂ ਦੀ ਸ਼ਲਾਘਾ ਕਰਦਿਆਂ ਕਿਹਾ ਕਿ ਉਨ੍ਹਾਂ ਨੇ ਆਪਣੀ ਡਿਊਟੀ ਪੂਰੀ ਤਨਦੇਹੀ ਨਾਲ ਨਿਭਾਈ। ਸਮਾਗਮ ਦੌਰਾਨ ਉਨ੍ਹਾਂ ਨੂੰ ਸਨਮਾਨ ਚਿੰਨ੍ਹ ਭੇਟ ਕੀਤਾ ਗਿਆ ਅਤੇ ਚੰਗੀ ਸਿਹਤ ਦੀ ਕਾਮਨਾ ਕੀਤੀ ਗਈ। [207, 532, 280, 564]
headline-left-4: ਸਰਕਾਰ ਵੱਲੋਂ ਐਲਾਨੇ ਬੁੱਢਤ ਰਹੀ ਹੱਕਬਦਾਵ ਪਹਿਲੀਆਂ ਸਭਨਾ ਰਹੀਂ ਕਈ ਕਿੱਧਰੇ ਕਾਰਜਕਾਰ ਨੇ ਰੋਹਿਣਾਂ ਜਾਂਬਦਾਨੀ ਅੱਜਾਂ ਕੰਮ [28, 796, 194, 809]
photo-left-2 [18, 221, 78, 279]
article-left-2-body: ਅੰਮ੍ਰਿਤਸਰ, 31 ਮਾਰਚ (ਨਿੱਜੀ ਪੱਤਰ ਪ੍ਰੇਰਕ)- ਸਥਾਨਕ ਸ਼ਹਿਰ ਵਿਚ ਇਕ ਸਨਮਾਨ ਸਮਾਰੋਹ ਦਾ ਆਯੋਜਨ ਕੀਤਾ ਗਿਆ, ਜਿਸ ਵਿਚ ਐਸੋਸੀਏਸ਼ਨ ਦੇ ਪ੍ਰਧਾਨ ਨੂੰ ਵਿਸ਼ੇਸ਼ ਤੌਰ 'ਤੇ ਸਨਮਾਨਿਤ ਕੀਤਾ ਗਿਆ। ਇਸ ਮੌਕੇ ਬੋਲਦਿਆਂ ਆਗੂਆਂ ਨੇ ਕਿਹਾ ਕਿ ਸਮਾਜ ਸੇਵਾ ਦੇ ਖੇਤਰ ਵਿਚ ਕੀਤੇ ਜਾ ਰਹੇ ਕਾਰਜਾਂ ਦੀ ਸ਼ਲਾਘਾ ਕੀਤੀ ਜਾਣੀ ਚਾਹੀਦੀ ਹੈ। ਸਮਾਗਮ ਦੌਰਾਨ ਵੱਖ-ਵੱਖ ਬੁਲਾਰਿਆਂ ਨੇ ਆਪਣੇ ਵਿਚਾਰ ਪ੍ਰਗਟ ਕਰਦਿਆਂ ਕਿਹਾ ਕਿ ਨੌਜਵਾਨ ਪੀੜ੍ਹੀ ਨੂੰ ਨਸ਼ਿਆਂ ਤੋਂ ਦੂਰ ਰੱਖਣ ਲਈ ਉਪਰਾਲੇ ਕੀਤੇ ਜਾਣ। ਅੰਤ ਵਿਚ ਸਭ ਦਾ ਧੰਨਵਾਦ ਕੀਤਾ ਗਿਆ ਅਤੇ ਹਾਜ਼ਰ ਸ਼ਖ਼ਸੀਅਤਾਂ ਨੂੰ ਯਾਦਗਾਰੀ ਚਿੰਨ੍ਹ ਭੇਟ ਕੀਤੇ ਗਏ। [18, 381, 113, 417]
divider [358, 849, 480, 850]
photo-right-2 [558, 416, 668, 478]
press-color-bar [14, 1075, 673, 1085]
photo-mid-1 [358, 99, 480, 175]
divider [558, 918, 668, 919]
subhead-left-box [18, 185, 78, 218]
column-mid-left [207, 78, 355, 952]
article-midleft-c: ਅੰਮ੍ਰਿਤਸਰ, 31 ਮਾਰਚ (ਨਿੱਜੀ ਪੱਤਰ ਪ੍ਰੇਰਕ)- ਸਕੂਲ ਦੇ ਵਿਦਿਆਰਥੀਆਂ ਨੇ ਵੱਖ-ਵੱਖ ਮੁਕਾਬਲਿਆਂ ਵਿਚ ਸ਼ਾਨਦਾਰ ਪ੍ਰਾਪਤੀਆਂ ਕੀਤੀਆਂ। ਪ੍ਰਿੰਸੀਪਲ ਨੇ ਜੇਤੂ ਵਿਦਿਆਰਥੀਆਂ ਨੂੰ ਵਧਾਈ ਦਿੰਦਿਆਂ ਕਿਹਾ ਕਿ ਮਿਹਨਤ ਦਾ ਫਲ ਜ਼ਰੂਰ ਮਿਲਦਾ ਹੈ। ਇਸ ਮੌਕੇ ਅਧਿਆਪਕਾਂ ਤੇ ਮਾਪਿਆਂ ਨੇ ਵੀ ਹਾਜ਼ਰੀ ਭਰੀ ਅਤੇ ਬੱਚਿਆਂ ਦਾ ਹੌਸਲਾ ਵਧਾਇਆ। [207, 798, 280, 825]
article-left-4-body-cont: ਅੰਮ੍ਰਿਤਸਰ, 31 ਮਾਰਚ (ਨਿੱਜੀ ਪੱਤਰ ਪ੍ਰੇਰਕ)- ਜਥੇਬੰਦੀ ਦੇ ਆਗੂਆਂ ਨੇ ਦੱਸਿਆ ਕਿ ਸਰਕਾਰ ਵੱਲੋਂ ਕੀਤੇ ਗਏ ਐਲਾਨਾਂ ਨੂੰ ਜਲਦ ਲਾਗੂ ਕੀਤਾ ਜਾਵੇ। ਉਨ੍ਹਾਂ ਕਿਹਾ ਕਿ ਲੰਮੇ ਸਮੇਂ ਤੋਂ ਮੰਗਾਂ ਲਟਕਦੀਆਂ ਆ ਰਹੀਆਂ ਹਨ ਅਤੇ ਕਰਮਚਾਰੀਆਂ ਵਿਚ ਰੋਸ ਪਾਇਆ ਜਾ ਰਿਹਾ ਹੈ। ਉਨ੍ਹਾਂ ਚਿਤਾਵਨੀ ਦਿੱਤੀ ਕਿ ਜੇਕਰ ਮੰਗਾਂ ਨਾ ਮੰਨੀਆਂ ਗਈਆਂ ਤਾਂ ਸੰਘਰਸ਼ ਹੋਰ ਤੇਜ਼ ਕੀਤਾ ਜਾਵੇਗਾ। [116, 814, 204, 837]
divider [558, 183, 668, 184]
swatch-black [65, 1076, 75, 1084]
caption-mid-2: ਸਮਾਗਮ ਦੌਰਾਨ ਸੰਬੋਧਨ ਕਰਦੇ ਹੋਏ ਆਗੂ ਤੇ ਹਾਜ਼ਰ ਵਰਕਰ। [358, 823, 430, 828]
column-left [18, 78, 204, 921]
masthead-photo-golden-temple [17, 17, 135, 73]
photo-left-4 [18, 719, 204, 783]
article-right-1-cont: ਅੰਮ੍ਰਿਤਸਰ, 31 ਮਾਰਚ (ਪੱਤਰ ਪ੍ਰੇਰਕ)- ਸੇਵਾ ਮੁਕਤੀ ਮੌਕੇ ਕਰਵਾਏ ਗਏ ਸਮਾਗਮ ਵਿਚ ਸਟਾਫ਼ ਮੈਂਬਰਾਂ ਨੇ ਉਨ੍ਹਾਂ ਨੂੰ ਸਨਮਾਨ ਚਿੰਨ੍ਹ ਭੇਟ ਕੀਤੇ। ਇਸ ਮੌਕੇ ਬੋਲਦਿਆਂ ਅਧਿਕਾਰੀਆਂ ਨੇ ਕਿਹਾ ਕਿ ਉਨ੍ਹਾਂ ਨੇ ਆਪਣੀ ਸਾਰੀ ਨੌਕਰੀ ਦੌਰਾਨ ਇਮਾਨਦਾਰੀ ਨਾਲ ਸੇਵਾ ਨਿਭਾਈ ਹੈ, ਜੋ ਨਵੇਂ ਕਰਮਚਾਰੀਆਂ ਲਈ ਪ੍ਰੇਰਨਾ ਸਰੋਤ ਹੈ। ਉਨ੍ਹਾਂ ਨੇ ਭਵਿੱਖ ਲਈ ਸ਼ੁਭ ਕਾਮਨਾਵਾਂ ਦਿੱਤੀਆਂ। ਸਮਾਗਮ ਵਿਚ ਵੱਡੀ ਗਿਣਤੀ ਵਿਚ ਕਰਮਚਾਰੀ ਤੇ ਇਲਾਕਾ ਨਿਵਾਸੀ ਹਾਜ਼ਰ ਸਨ। [614, 185, 668, 231]
article-midleft-b-cont: ਅੰਮ੍ਰਿਤਸਰ, 31 ਮਾਰਚ (ਨਿੱਜੀ ਪੱਤਰ ਪ੍ਰੇਰਕ)- ਥਾਣਾ ਮੁਖੀ ਦੀ ਸੇਵਾ ਮੁਕਤੀ ਮੌਕੇ ਪੁਲਿਸ ਮੁਲਾਜ਼ਮਾਂ ਵੱਲੋਂ ਵਿਦਾਇਗੀ ਸਮਾਰੋਹ ਕਰਵਾਇਆ ਗਿਆ। ਇਸ ਮੌਕੇ ਸੀਨੀਅਰ ਅਧਿਕਾਰੀਆਂ ਨੇ ਉਨ੍ਹਾਂ ਦੀਆਂ ਸੇਵਾਵਾਂ ਦੀ ਸ਼ਲਾਘਾ ਕਰਦਿਆਂ ਕਿਹਾ ਕਿ ਉਨ੍ਹਾਂ ਨੇ ਆਪਣੀ ਡਿਊਟੀ ਪੂਰੀ ਤਨਦੇਹੀ ਨਾਲ ਨਿਭਾਈ। ਸਮਾਗਮ ਦੌਰਾਨ ਉਨ੍ਹਾਂ ਨੂੰ ਸਨਮਾਨ ਚਿੰਨ੍ਹ ਭੇਟ ਕੀਤਾ ਗਿਆ ਅਤੇ ਚੰਗੀ ਸਿਹਤ ਦੀ ਕਾਮਨਾ ਕੀਤੀ ਗਈ। [282, 532, 355, 564]
photo-right-1 [558, 78, 668, 154]
masthead-center [133, 15, 554, 77]
divider [18, 793, 204, 794]
divider [483, 447, 555, 448]
photo-mid-2 [358, 722, 480, 820]
headline-left-1: ਪੰਜਾਬ ਸਟੇਟ ਟੈਕਨੀਕਲ ਕਮਿਸ਼ਨ ਵੱਲੋਂ ਅਸਾਮਾਂ ਵਿਚ ਵਪਾਰੀਆਂ ਨਾਲ ਮੀਟਿੰਗ [34, 160, 188, 180]
headline-right-4: ਸੱਠਿਆਲਾ ਗੁਰੂ ਵਿਚ ਨਸ਼ਾ ਮੁਕਤੀ ਸੰਦੇਸ਼ ਨਾਲ ਮੁਕਾਬਲੀ ਮੁਕਾਬਲੇ ਕਰਵਾਏ [565, 902, 661, 916]
divider [18, 365, 204, 366]
divider [18, 610, 204, 611]
headline-mid-bottom: ਅਨੁਸਾਰ ਹਿੰਦ ਦੀ ਅਖਵਾਈ ਰਹਿ ਪਿੰਡ ਜਾਮਾ ਰਹੀ ਦੀ ਲਾਸ ਸਿੰਘ ਪਰਿਵਾਰ ਨੇ ਸਾਰਿਆਂ ਮੌਕੇ 'ਆਪ' 'ਚ ਨਾਲਿਆ [359, 833, 479, 847]
caption-left-1: ਅੰਮ੍ਰਿਤਸਰ ਵਿਖੇ ਇਕ ਪ੍ਰੋਗਰਾਮ ਦੌਰਾਨ ਸ਼ਖ਼ਸੀਅਤਾਂ ਨੂੰ ਸਨਮਾਨਿਤ ਕਰਦੇ ਹੋਏ ਆਗੂ। ਇਸ ਮੌਕੇ ਵੱਖ-ਵੱਖ ਜਥੇਬੰਦੀਆਂ ਦੇ ਨੁਮਾਇੰਦੇ ਹਾਜ਼ਰ ਸਨ। [18, 151, 188, 155]
page-body [15, 78, 672, 1060]
divider [558, 716, 668, 717]
article-mid-3-cont: ਅੰਮ੍ਰਿਤਸਰ, 31 ਮਾਰਚ (ਪੱਤਰ ਪ੍ਰੇਰਕ)- ਪਿੰਡ ਵਿਚ ਕਰਵਾਏ ਗਏ ਸਮਾਗਮ ਦੌਰਾਨ ਕਈ ਪਰਿਵਾਰ ਪਾਰਟੀ ਵਿਚ ਸ਼ਾਮਿਲ ਹੋਏ। ਆਗੂਆਂ ਨੇ ਉਨ੍ਹਾਂ ਦਾ ਨਿੱਘਾ ਸਵਾਗਤ ਕੀਤਾ ਅਤੇ ਕਿਹਾ ਕਿ ਪਾਰਟੀ ਦਾ ਕੁਨਬਾ ਲਗਾਤਾਰ ਵਧ ਰਿਹਾ ਹੈ। [420, 851, 480, 874]
headline-midleft-b: ਖ਼ਾਲਸਾ ਕਾਲਜ ਸਕੂਲ ਦੇ ਵਿਦਿਆਰਥੀਆਂ ਦਾ ਸ਼ਾਨਦਾਰ ਨਤੀਜਾ ਕਰਵਾਇਆ [214, 777, 348, 793]
swatch-blue [642, 1076, 652, 1084]
headline-mid-middle: 'ਆਪ' ਦਾ ਕੋ ਸਾਰਾ ਸਮਾਜ ਸਰਕਾਰ ਦੀਆਂ ਲੋਕ ਪੱਖੀਆਂ ਵਾਲੇ ਸੋਕ ਵਿਰੋਧੀ ਸਰੋਕਾਰਾਂ ਨੂੰ ਮਾਨਸਕ ਪੜ੍ਹਣਿਆਂ ਭੇਟਾ ਕਰਵਾਏ, ਸ਼ੁਰਕਾਰ [360, 488, 478, 509]
headline-right-1: ਸੰਤ ਅਖਿਆਲਾ ਸਰਕਾਰੀ ਕੋਰ ਸ਼ਾਧੀ ਦੀ ਸੇਵਾ ਮੁਕਤ ਵੇਲੇ 'ਤੇ ਸਨਮਾਨ ਪੱਤਰਾਂ ਤੇ ਭੇਂਟ ਕਰ [559, 167, 667, 180]
headline-left-3: ਭਾਈ ਰਾਮਦੇਵਾਲ ਨੂੰ ਸੇਵਾ ਮੁਕਤੀ 'ਤੇ ਵਿਦਾਇਗੀ ਪਾਰਟੀ [29, 597, 193, 608]
divider [358, 185, 480, 186]
divider [558, 735, 668, 736]
